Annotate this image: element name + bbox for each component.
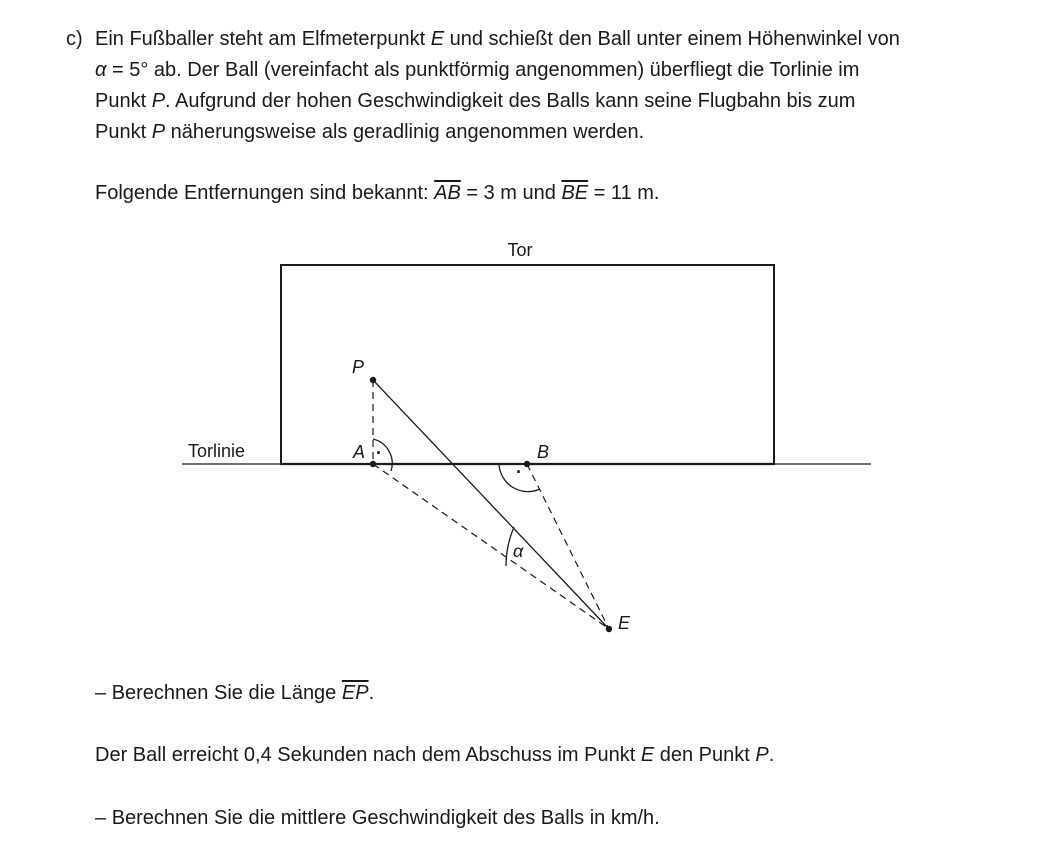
goal-line-label: Torlinie — [188, 441, 246, 461]
task-bullet-2: – Berechnen Sie die mittlere Geschwindigkeit des Balls in km/h. — [95, 807, 660, 829]
point-b-label: B — [537, 442, 550, 462]
intro-line-3: Punkt P. Aufgrund der hohen Geschwindigkeit des Balls kann seine Flugbahn bis zum — [95, 90, 856, 112]
right-angle-dot-b: · — [516, 462, 522, 482]
segment-be: $\overline{BE}$ — [561, 182, 589, 204]
intro-line-4: Punkt P näherungsweise als geradlinig angenommen werden. — [95, 121, 645, 143]
goal-label: Tor — [507, 240, 533, 260]
right-angle-dot-a: · — [376, 443, 382, 463]
point-e-dot — [606, 626, 612, 632]
intro-line-1: Ein Fußballer steht am Elfmeterpunkt E und schießt den Ball unter einem Höhenwinkel von — [95, 28, 900, 50]
line-ae — [373, 464, 609, 629]
given-time: Der Ball erreicht 0,4 Sekunden nach dem Abschuss im Punkt E den Punkt P. — [95, 744, 775, 766]
point-p-label: P — [352, 357, 365, 377]
angle-alpha-label: α — [513, 541, 524, 561]
intro-line-2: α = 5° ab. Der Ball (vereinfacht als punktförmig angenommen) überfliegt die Torlinie im — [95, 59, 860, 81]
point-e-label: E — [618, 613, 631, 633]
task-bullet-1: – Berechnen Sie die Länge $\overline{EP}$. — [95, 682, 375, 704]
line-pe — [373, 380, 609, 629]
known-distances: Folgende Entfernungen sind bekannt: $\overline{AB} = 3$ m und $\overline{BE} = 11$ m. — [95, 182, 660, 204]
segment-ab: $\overline{AB}$ — [434, 182, 461, 204]
segment-ep: $\overline{EP}$ — [341, 682, 369, 704]
point-p-dot — [370, 377, 376, 383]
task-label: c) — [66, 28, 83, 50]
point-a-label: A — [353, 442, 366, 462]
point-b-dot — [524, 461, 530, 467]
